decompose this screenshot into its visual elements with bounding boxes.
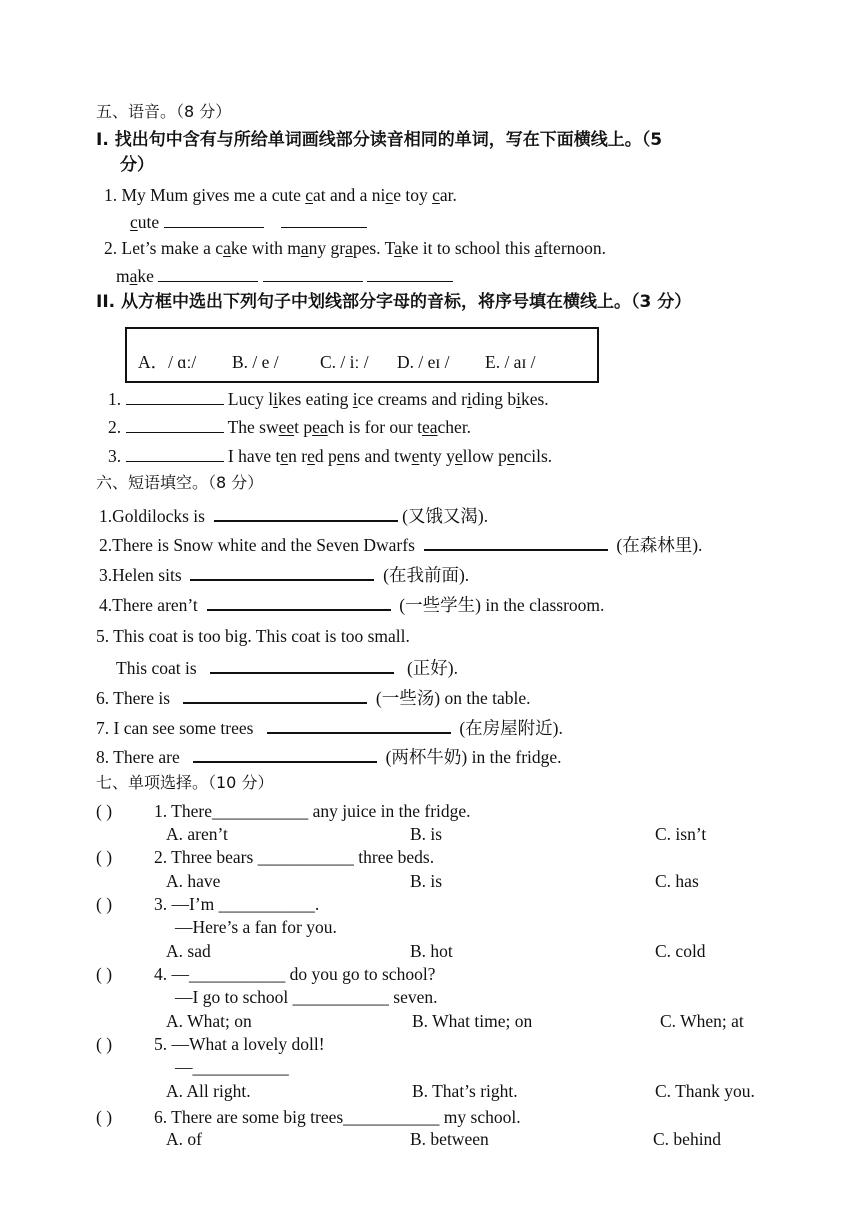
mc-q6-paren[interactable]: ( ): [96, 1107, 113, 1127]
phrase-q5: 5. This coat is too big. This coat is too small.: [96, 626, 410, 646]
answer-blank[interactable]: [263, 265, 363, 282]
phrase-q8: 8. There are (两杯牛奶) in the fridge.: [96, 747, 562, 767]
phrase-q4: 4.There aren’t (一些学生) in the classroom.: [99, 595, 605, 615]
answer-blank[interactable]: [164, 211, 264, 228]
mc-q4-option-b: B. What time; on: [412, 1011, 533, 1031]
mc-q1-option-b: B. is: [410, 824, 443, 844]
part-2-title: II. 从方框中选出下列句子中划线部分字母的音标，将序号填在横线上。（3 分）: [96, 292, 692, 312]
phonics-q2-answer-line: make: [116, 265, 453, 287]
answer-blank[interactable]: [193, 745, 377, 763]
mc-q2-paren[interactable]: ( ): [96, 847, 113, 867]
answer-blank[interactable]: [267, 716, 451, 734]
mc-q4-response: —I go to school ___________ seven.: [175, 987, 438, 1007]
mc-q2-option-b: B. is: [410, 871, 443, 891]
mc-q2-option-c: C. has: [655, 871, 699, 891]
answer-blank[interactable]: [183, 686, 367, 704]
phonetic-q3: 3. I have ten red pens and twenty yellow pencils.: [108, 446, 553, 466]
mc-q3-paren[interactable]: ( ): [96, 894, 113, 914]
answer-blank[interactable]: [367, 265, 453, 282]
phonics-q1: 1. My Mum gives me a cute cat and a nice toy car.: [104, 185, 457, 205]
option-e: E. / aɪ /: [485, 352, 536, 372]
mc-q5-response: —___________: [175, 1057, 289, 1077]
phonetic-q2: 2. The sweet peach is for our teacher.: [108, 417, 472, 437]
answer-blank[interactable]: [126, 388, 224, 405]
mc-q3-response: —Here’s a fan for you.: [175, 917, 337, 937]
answer-blank[interactable]: [210, 656, 394, 674]
mc-q4-stem: 4. —___________ do you go to school?: [154, 964, 436, 984]
answer-blank[interactable]: [424, 533, 608, 551]
option-c: C. / iː /: [320, 352, 369, 372]
answer-blank[interactable]: [126, 445, 224, 462]
phrase-q3: 3.Helen sits (在我前面).: [99, 565, 470, 585]
mc-q5-paren[interactable]: ( ): [96, 1034, 113, 1054]
mc-q5-option-a: A. All right.: [166, 1081, 251, 1101]
answer-blank[interactable]: [214, 504, 398, 522]
mc-q3-option-c: C. cold: [655, 941, 706, 961]
mc-q5-option-c: C. Thank you.: [655, 1081, 755, 1101]
phonics-q2: 2. Let’s make a cake with many grapes. Take it to school this afternoon.: [104, 238, 607, 258]
answer-blank[interactable]: [190, 563, 374, 581]
mc-q3-option-b: B. hot: [410, 941, 453, 961]
mc-q5-option-b: B. That’s right.: [412, 1081, 518, 1101]
mc-q3-option-a: A. sad: [166, 941, 211, 961]
option-b: B. / e /: [232, 352, 279, 372]
mc-q2-option-a: A. have: [166, 871, 221, 891]
phrase-q2: 2.There is Snow white and the Seven Dwarfs (在森林里).: [99, 535, 703, 555]
mc-q4-option-a: A. What; on: [166, 1011, 252, 1031]
part-1-title: I. 找出句中含有与所给单词画线部分读音相同的单词，写在下面横线上。（5: [96, 130, 663, 150]
phonics-q1-answer-line: cute: [130, 211, 367, 233]
part-1-title-cont: 分）: [120, 155, 154, 175]
answer-blank[interactable]: [281, 211, 367, 228]
mc-q1-paren[interactable]: ( ): [96, 801, 113, 821]
mc-q5-stem: 5. —What a lovely doll!: [154, 1034, 325, 1054]
section-6-title: 六、短语填空。（8 分）: [96, 473, 264, 492]
mc-q4-paren[interactable]: ( ): [96, 964, 113, 984]
option-d: D. / eɪ /: [397, 352, 450, 372]
section-7-title: 七、单项选择。（10 分）: [96, 773, 274, 792]
section-5-title: 五、语音。（8 分）: [96, 102, 232, 121]
mc-q6-option-a: A. of: [166, 1129, 202, 1149]
mc-q1-option-c: C. isn’t: [655, 824, 707, 844]
answer-blank[interactable]: [158, 265, 258, 282]
phonetic-q1: 1. Lucy likes eating ice creams and riding bikes.: [108, 389, 549, 409]
phrase-q6: 6. There is (一些汤) on the table.: [96, 688, 531, 708]
mc-q6-option-c: C. behind: [653, 1129, 722, 1149]
phrase-q7: 7. I can see some trees (在房屋附近).: [96, 718, 563, 738]
mc-q1-option-a: A. aren’t: [166, 824, 228, 844]
option-a: A．/ ɑː/: [138, 352, 197, 372]
phrase-q1: 1.Goldilocks is (又饿又渴).: [99, 506, 489, 526]
mc-q2-stem: 2. Three bears ___________ three beds.: [154, 847, 435, 867]
mc-q6-option-b: B. between: [410, 1129, 489, 1149]
mc-q1-stem: 1. There___________ any juice in the fridge.: [154, 801, 471, 821]
mc-q6-stem: 6. There are some big trees___________ my school.: [154, 1107, 521, 1127]
phrase-q5-blank-line: This coat is (正好).: [116, 658, 458, 678]
mc-q3-stem: 3. —I’m ___________.: [154, 894, 320, 914]
mc-q4-option-c: C. When; at: [660, 1011, 744, 1031]
answer-blank[interactable]: [207, 593, 391, 611]
answer-blank[interactable]: [126, 416, 224, 433]
